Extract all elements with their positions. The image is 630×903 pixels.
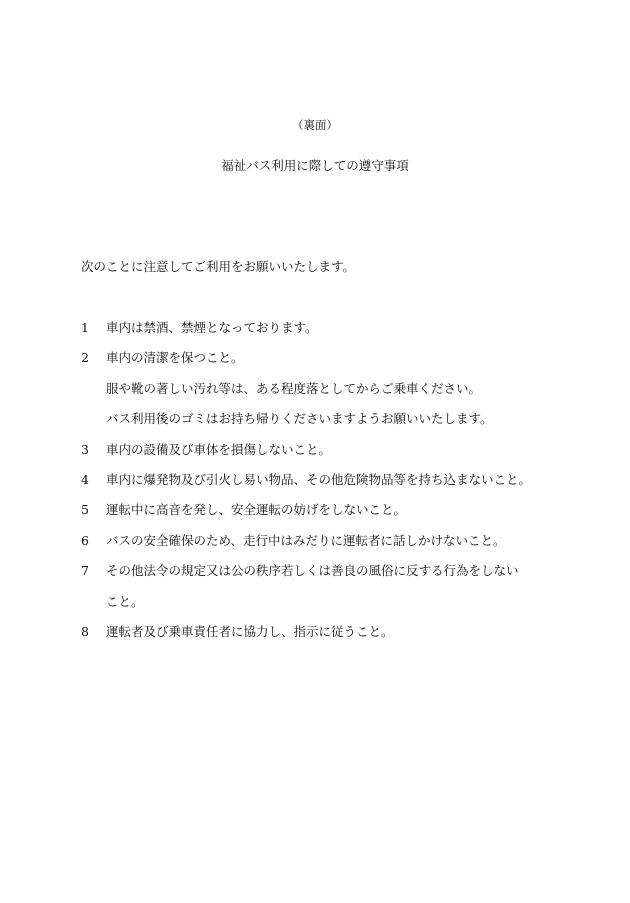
rule-number: 8	[81, 623, 89, 639]
rule-text: 車内の清潔を保つこと。	[106, 350, 244, 366]
rule-text: バスの安全確保のため、走行中はみだりに運転者に話しかけないこと。	[106, 532, 506, 548]
rule-item-7	[81, 562, 601, 592]
rule-number: 6	[81, 532, 89, 548]
rule-text: 運転中に高音を発し、安全運転の妨げをしないこと。	[106, 502, 407, 518]
rule-item-7-continued	[81, 593, 601, 623]
page-side-label: （裏面）	[292, 118, 338, 132]
rule-number: 2	[81, 350, 89, 366]
rule-number: 4	[81, 471, 89, 487]
rule-text: 車内の設備及び車体を損傷しないこと。	[106, 441, 332, 457]
rule-number: 5	[81, 502, 89, 518]
rule-item-3	[81, 441, 601, 471]
rule-item-1	[81, 319, 601, 349]
rule-text: バス利用後のゴミはお持ち帰りくださいますようお願いいたします。	[106, 411, 493, 427]
rule-item-8	[81, 623, 601, 653]
rule-text: こと。	[106, 593, 144, 609]
rule-text: 運転者及び乗車責任者に協力し、指示に従うこと。	[106, 623, 394, 639]
document-title: 福祉バス利用に際しての遵守事項	[221, 158, 409, 173]
rule-text: 車内は禁酒、禁煙となっております。	[106, 320, 318, 335]
rule-item-2	[81, 349, 601, 379]
rule-number: 1	[81, 320, 89, 335]
rule-item-2-note-1	[81, 380, 601, 410]
rule-number: 3	[81, 441, 89, 457]
rule-item-2-note-2	[81, 410, 601, 440]
rule-text: その他法令の規定又は公の秩序若しくは善良の風俗に反する行為をしない	[106, 563, 519, 579]
intro-text: 次のことに注意してご利用をお願いいたします。	[81, 259, 356, 274]
rule-text: 服や靴の著しい汚れ等は、ある程度落としてからご乗車ください。	[106, 380, 482, 396]
rule-item-5	[81, 501, 601, 531]
rule-text: 車内に爆発物及び引火し易い物品、その他危険物品等を持ち込まないこと。	[106, 471, 532, 487]
rule-number: 7	[81, 563, 89, 579]
rule-item-4	[81, 471, 601, 501]
rule-item-6	[81, 532, 601, 562]
rules-list	[81, 319, 601, 653]
